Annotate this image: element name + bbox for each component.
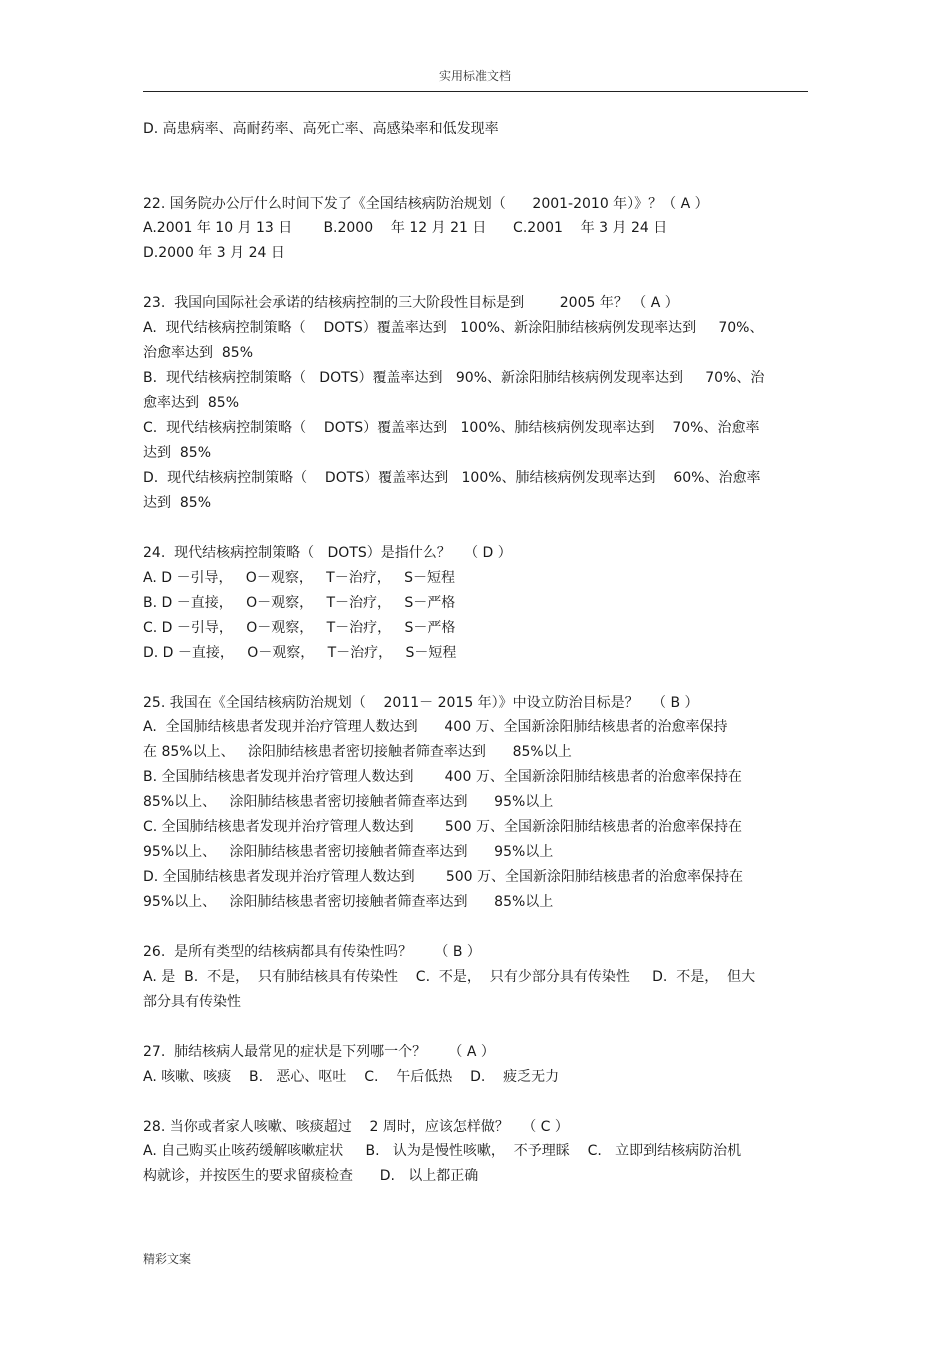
text-line: D. D －直接， O－观察， T－治疗， S－短程 — [143, 645, 457, 661]
text-line: 达到 85% — [143, 445, 212, 461]
header-divider — [143, 91, 808, 92]
question-27-line: 27. 肺结核病人最常见的症状是下列哪一个？ （ A ） — [143, 1044, 495, 1060]
question-24-line: 24. 现代结核病控制策略（ DOTS）是指什么？ （ D ） — [143, 545, 512, 561]
text-line: 95%以上、 涂阳肺结核患者密切接触者筛查率达到 85%以上 — [143, 894, 554, 910]
text-line: A. 全国肺结核患者发现并治疗管理人数达到 400 万、全国新涂阳肺结核患者的治愈率保持 — [143, 719, 728, 735]
text-line: 治愈率达到 85% — [143, 345, 254, 361]
text-line: B. 全国肺结核患者发现并治疗管理人数达到 400 万、全国新涂阳肺结核患者的治愈率保持在 — [143, 769, 742, 785]
text-line: A.2001 年 10 月 13 日 B.2000 年 12 月 21 日 C.2001 年 3 月 24 日 — [143, 220, 668, 236]
text-line: B. D －直接， O－观察， T－治疗， S－严格 — [143, 595, 456, 611]
page-footer: 精彩文案 — [143, 1252, 192, 1266]
question-28-line: 28. 当你或者家人咳嗽、咳痰超过 2 周时，应该怎样做？ （ C ） — [143, 1119, 569, 1135]
text-line: D. 全国肺结核患者发现并治疗管理人数达到 500 万、全国新涂阳肺结核患者的治愈率保持在 — [143, 869, 744, 885]
question-25-line: 25. 我国在《全国结核病防治规划（ 2011－ 2015 年）》中设立防治目标是？ （ B ） — [143, 695, 699, 711]
question-23-line: 23. 我国向国际社会承诺的结核病控制的三大阶段性目标是到 2005 年？ （ A ） — [143, 295, 679, 311]
text-line: C. 全国肺结核患者发现并治疗管理人数达到 500 万、全国新涂阳肺结核患者的治愈率保持在 — [143, 819, 742, 835]
text-line: 部分具有传染性 — [143, 994, 241, 1010]
text-line: A. 自己购买止咳药缓解咳嗽症状 B. 认为是慢性咳嗽， 不予理睬 C. 立即到结核病防治机 — [143, 1143, 742, 1159]
text-line: B. 现代结核病控制策略（ DOTS）覆盖率达到 90%、新涂阳肺结核病例发现率达到 70%、治 — [143, 370, 765, 386]
text-line: A. 现代结核病控制策略（ DOTS）覆盖率达到 100%、新涂阳肺结核病例发现率达到 70%、 — [143, 320, 764, 336]
text-line: 85%以上、 涂阳肺结核患者密切接触者筛查率达到 95%以上 — [143, 794, 554, 810]
text-line: D. 现代结核病控制策略（ DOTS）覆盖率达到 100%、肺结核病例发现率达到 60%、治愈率 — [143, 470, 761, 486]
text-line: 构就诊，并按医生的要求留痰检查 D. 以上都正确 — [143, 1168, 479, 1184]
text-line: A. D －引导， O－观察， T－治疗， S－短程 — [143, 570, 455, 586]
text-line: A. 咳嗽、咳痰 B. 恶心、呕吐 C. 午后低热 D. 疲乏无力 — [143, 1069, 560, 1085]
question-26-line: 26. 是所有类型的结核病都具有传染性吗？ （ B ） — [143, 944, 481, 960]
text-line: C. D －引导， O－观察， T－治疗， S－严格 — [143, 620, 456, 636]
text-line: D.2000 年 3 月 24 日 — [143, 245, 285, 261]
text-line: C. 现代结核病控制策略（ DOTS）覆盖率达到 100%、肺结核病例发现率达到 70%、治愈率 — [143, 420, 760, 436]
text-line: 达到 85% — [143, 495, 212, 511]
text-line: 愈率达到 85% — [143, 395, 240, 411]
question-22-line: 22. 国务院办公厅什么时间下发了《全国结核病防治规划（ 2001-2010 年）》？（ A ） — [143, 196, 709, 212]
text-line: A. 是 B. 不是， 只有肺结核具有传染性 C. 不是， 只有少部分具有传染性 D. 不是， 但大 — [143, 969, 756, 985]
text-line: 在 85%以上、 涂阳肺结核患者密切接触者筛查率达到 85%以上 — [143, 744, 572, 760]
text-line: D. 高患病率、高耐药率、高死亡率、高感染率和低发现率 — [143, 121, 499, 137]
text-line: 95%以上、 涂阳肺结核患者密切接触者筛查率达到 95%以上 — [143, 844, 554, 860]
page-header: 实用标准文档 — [438, 69, 511, 83]
